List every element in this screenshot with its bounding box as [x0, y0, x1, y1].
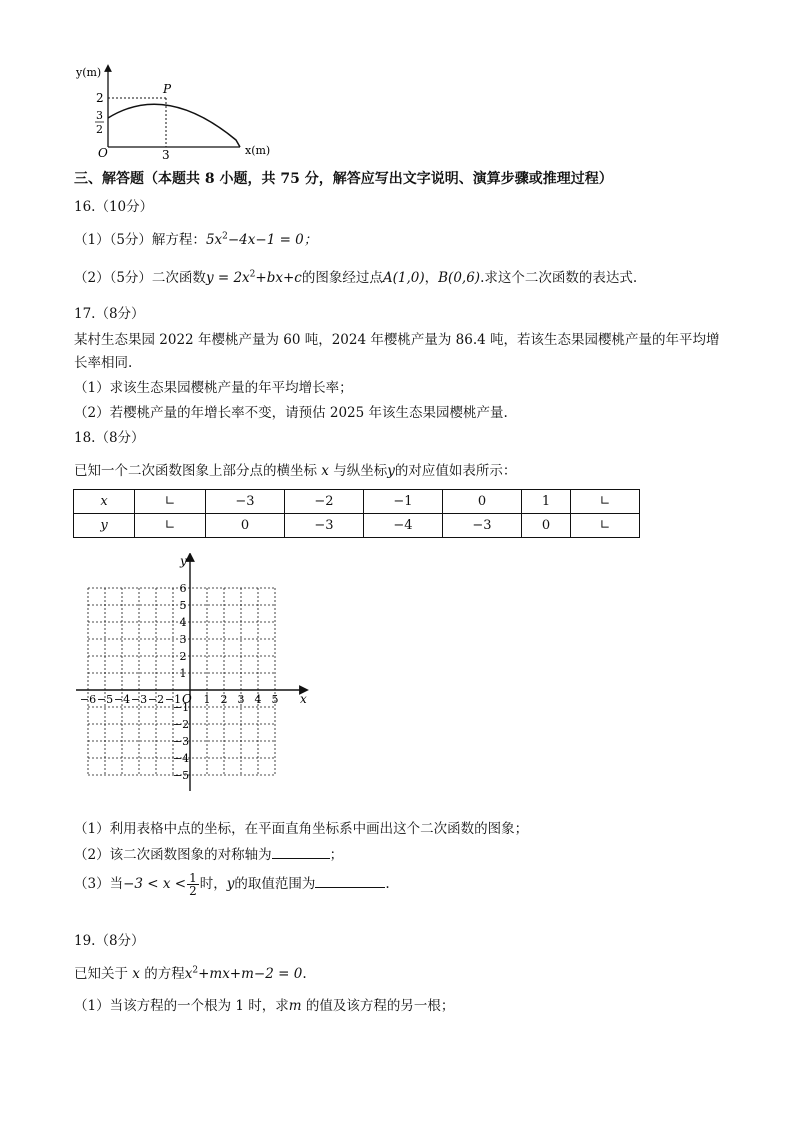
y-tick-label: 6: [179, 582, 187, 595]
table-cell: x: [74, 490, 135, 514]
table-cell: −4: [364, 514, 443, 538]
x-tick-label: 2: [220, 693, 228, 706]
table-cell: −3: [206, 490, 285, 514]
q16-header: 16.（10分）: [74, 199, 154, 215]
label-frac-den: 2: [96, 123, 103, 136]
table-cell: ∟: [135, 490, 206, 514]
x-tick-label: 5: [271, 693, 279, 706]
grid-origin-label: O: [182, 692, 192, 706]
table-cell: ∟: [571, 490, 640, 514]
table-cell: ∟: [135, 514, 206, 538]
label-2: 2: [96, 91, 104, 105]
q17-text-line2: 长率相同.: [74, 355, 133, 371]
q19-header: 19.（8分）: [74, 933, 145, 949]
table-cell: −2: [285, 490, 364, 514]
grid-tick-labels: [80, 582, 279, 782]
q18-header: 18.（8分）: [74, 430, 145, 446]
answer-blank-range[interactable]: [315, 875, 385, 888]
x-tick-label: −1: [164, 693, 182, 706]
table-cell: y: [74, 514, 135, 538]
q16-part2: （2）（5分）二次函数$y = 2x^2+bx+c$的图象经过点A(1,0)，B(0,6).求这个二次函数的表达式.: [74, 269, 638, 286]
table-cell: −3: [285, 514, 364, 538]
x-tick-label: −5: [96, 693, 114, 706]
x-tick-label: 1: [203, 693, 211, 706]
q17-text-line1: 某村生态果园 2022 年樱桃产量为 60 吨，2024 年樱桃产量为 86.4 吨，若该生态果园樱桃产量的年平均增: [74, 332, 720, 348]
y-tick-label: 1: [179, 667, 187, 680]
y-tick-label: −5: [172, 769, 190, 782]
table-cell: 0: [522, 514, 571, 538]
y-axis-label: y(m): [76, 66, 102, 79]
x-tick-label: −2: [147, 693, 165, 706]
table-cell: −3: [443, 514, 522, 538]
q18-intro: 已知一个二次函数图象上部分点的横坐标 x 与纵坐标y的对应值如表所示：: [74, 463, 517, 479]
answer-blank-axis[interactable]: [272, 846, 330, 859]
fraction-half: $\frac{1}{2}$: [189, 871, 197, 898]
q19-part1: （1）当该方程的一个根为 1 时，求m 的值及该方程的另一根；: [74, 998, 455, 1014]
y-tick-label: −1: [172, 701, 190, 714]
q17-part2: （2）若樱桃产量的年增长率不变，请预估 2025 年该生态果园樱桃产量.: [74, 405, 508, 421]
table-cell: 0: [443, 490, 522, 514]
label-3: 3: [162, 148, 170, 162]
table-row-x: [74, 490, 640, 514]
grid-y-label: y: [180, 554, 187, 568]
origin-label: O: [98, 146, 108, 160]
table-cell: 0: [206, 514, 285, 538]
q18-part2: （2）该二次函数图象的对称轴为 ；: [74, 847, 344, 863]
q17-part1: （1）求该生态果园樱桃产量的年平均增长率；: [74, 380, 353, 396]
trajectory-curve: [108, 104, 240, 147]
y-tick-label: −3: [172, 735, 190, 748]
q19-intro: 已知关于 x 的方程$x^2+mx+m-2 = 0$.: [74, 965, 307, 982]
y-tick-label: 4: [179, 616, 187, 629]
table-cell: ∟: [571, 514, 640, 538]
x-axis-label: x(m): [245, 144, 271, 157]
x-tick-label: −6: [79, 693, 97, 706]
y-tick-label: −2: [172, 718, 190, 731]
x-tick-label: −3: [130, 693, 148, 706]
y-tick-label: −4: [172, 752, 190, 765]
x-tick-label: 3: [237, 693, 245, 706]
point-p-label: P: [163, 82, 172, 96]
x-tick-label: 4: [254, 693, 262, 706]
y-tick-label: 3: [179, 633, 187, 646]
table-row-y: [74, 514, 640, 538]
grid-x-label: x: [300, 692, 307, 706]
table-cell: 1: [522, 490, 571, 514]
y-tick-label: 5: [179, 599, 187, 612]
value-table: [73, 489, 640, 538]
q18-part1: （1）利用表格中点的坐标，在平面直角坐标系中画出这个二次函数的图象；: [74, 821, 529, 837]
q17-header: 17.（8分）: [74, 306, 145, 322]
section-title: 三、解答题（本题共 8 小题，共 75 分，解答应写出文字说明、演算步骤或推理过程）: [74, 171, 613, 187]
q18-part3: （3）当−3 < x < $\frac{1}{2}$ 时，y的取值范围为 .: [74, 871, 390, 898]
x-tick-label: −4: [113, 693, 131, 706]
table-cell: −1: [364, 490, 443, 514]
q16-part1: （1）（5分）解方程：$5x^2-4x-1 = 0$；: [74, 231, 318, 248]
y-tick-label: 2: [179, 650, 187, 663]
trajectory-figure: [70, 62, 285, 162]
coordinate-grid: [72, 553, 312, 798]
label-frac-num: 3: [96, 109, 103, 122]
